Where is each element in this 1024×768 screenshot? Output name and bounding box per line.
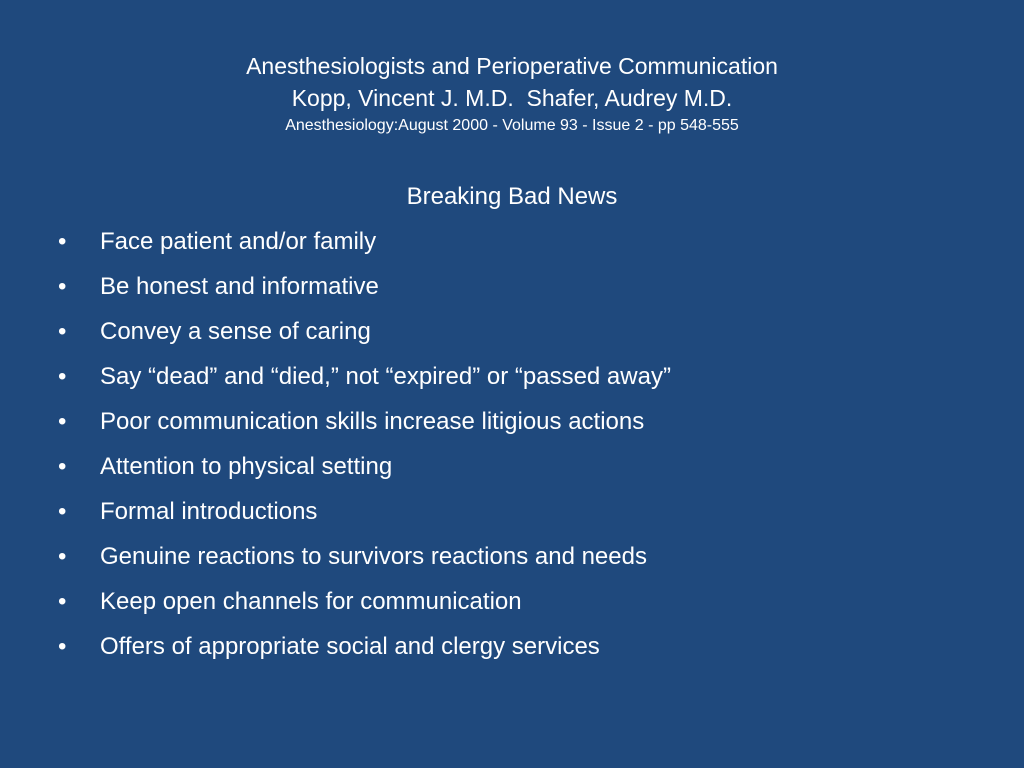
bullet-icon: • [58,408,67,435]
slide-citation: Anesthesiology:August 2000 - Volume 93 - Issue 2 - pp 548-555 [285,117,739,134]
list-item-text: Convey a sense of caring [100,318,371,345]
bullet-icon: • [58,318,67,345]
bullet-icon: • [58,273,67,300]
list-item-text: Keep open channels for communication [100,588,522,615]
list-item-text: Say “dead” and “died,” not “expired” or “passed away” [100,363,671,390]
list-item [58,314,671,359]
list-item-text: Be honest and informative [100,273,379,300]
list-item-text: Genuine reactions to survivors reactions and needs [100,543,647,570]
title-block [0,50,1024,138]
bullet-icon: • [58,543,67,570]
list-item [58,539,671,584]
list-item-text: Offers of appropriate social and clergy services [100,633,600,660]
list-item-text: Attention to physical setting [100,453,393,480]
list-item-text: Poor communication skills increase litigious actions [100,408,645,435]
list-item [58,224,671,269]
section-heading: Breaking Bad News [406,183,618,210]
list-item [58,404,671,449]
list-item-text: Face patient and/or family [100,228,377,255]
bullet-list [58,224,671,674]
slide-authors: Kopp, Vincent J. M.D. Shafer, Audrey M.D. [291,85,733,111]
bullet-icon: • [58,453,67,480]
bullet-icon: • [58,633,67,660]
bullet-icon: • [58,588,67,615]
slide-title: Anesthesiologists and Perioperative Communication [246,53,778,79]
bullet-icon: • [58,363,67,390]
list-item [58,584,671,629]
bullet-icon: • [58,228,67,255]
bullet-icon: • [58,498,67,525]
list-item [58,449,671,494]
list-item-text: Formal introductions [100,498,318,525]
list-item [58,269,671,314]
list-item [58,494,671,539]
list-item [58,629,671,674]
list-item [58,359,671,404]
